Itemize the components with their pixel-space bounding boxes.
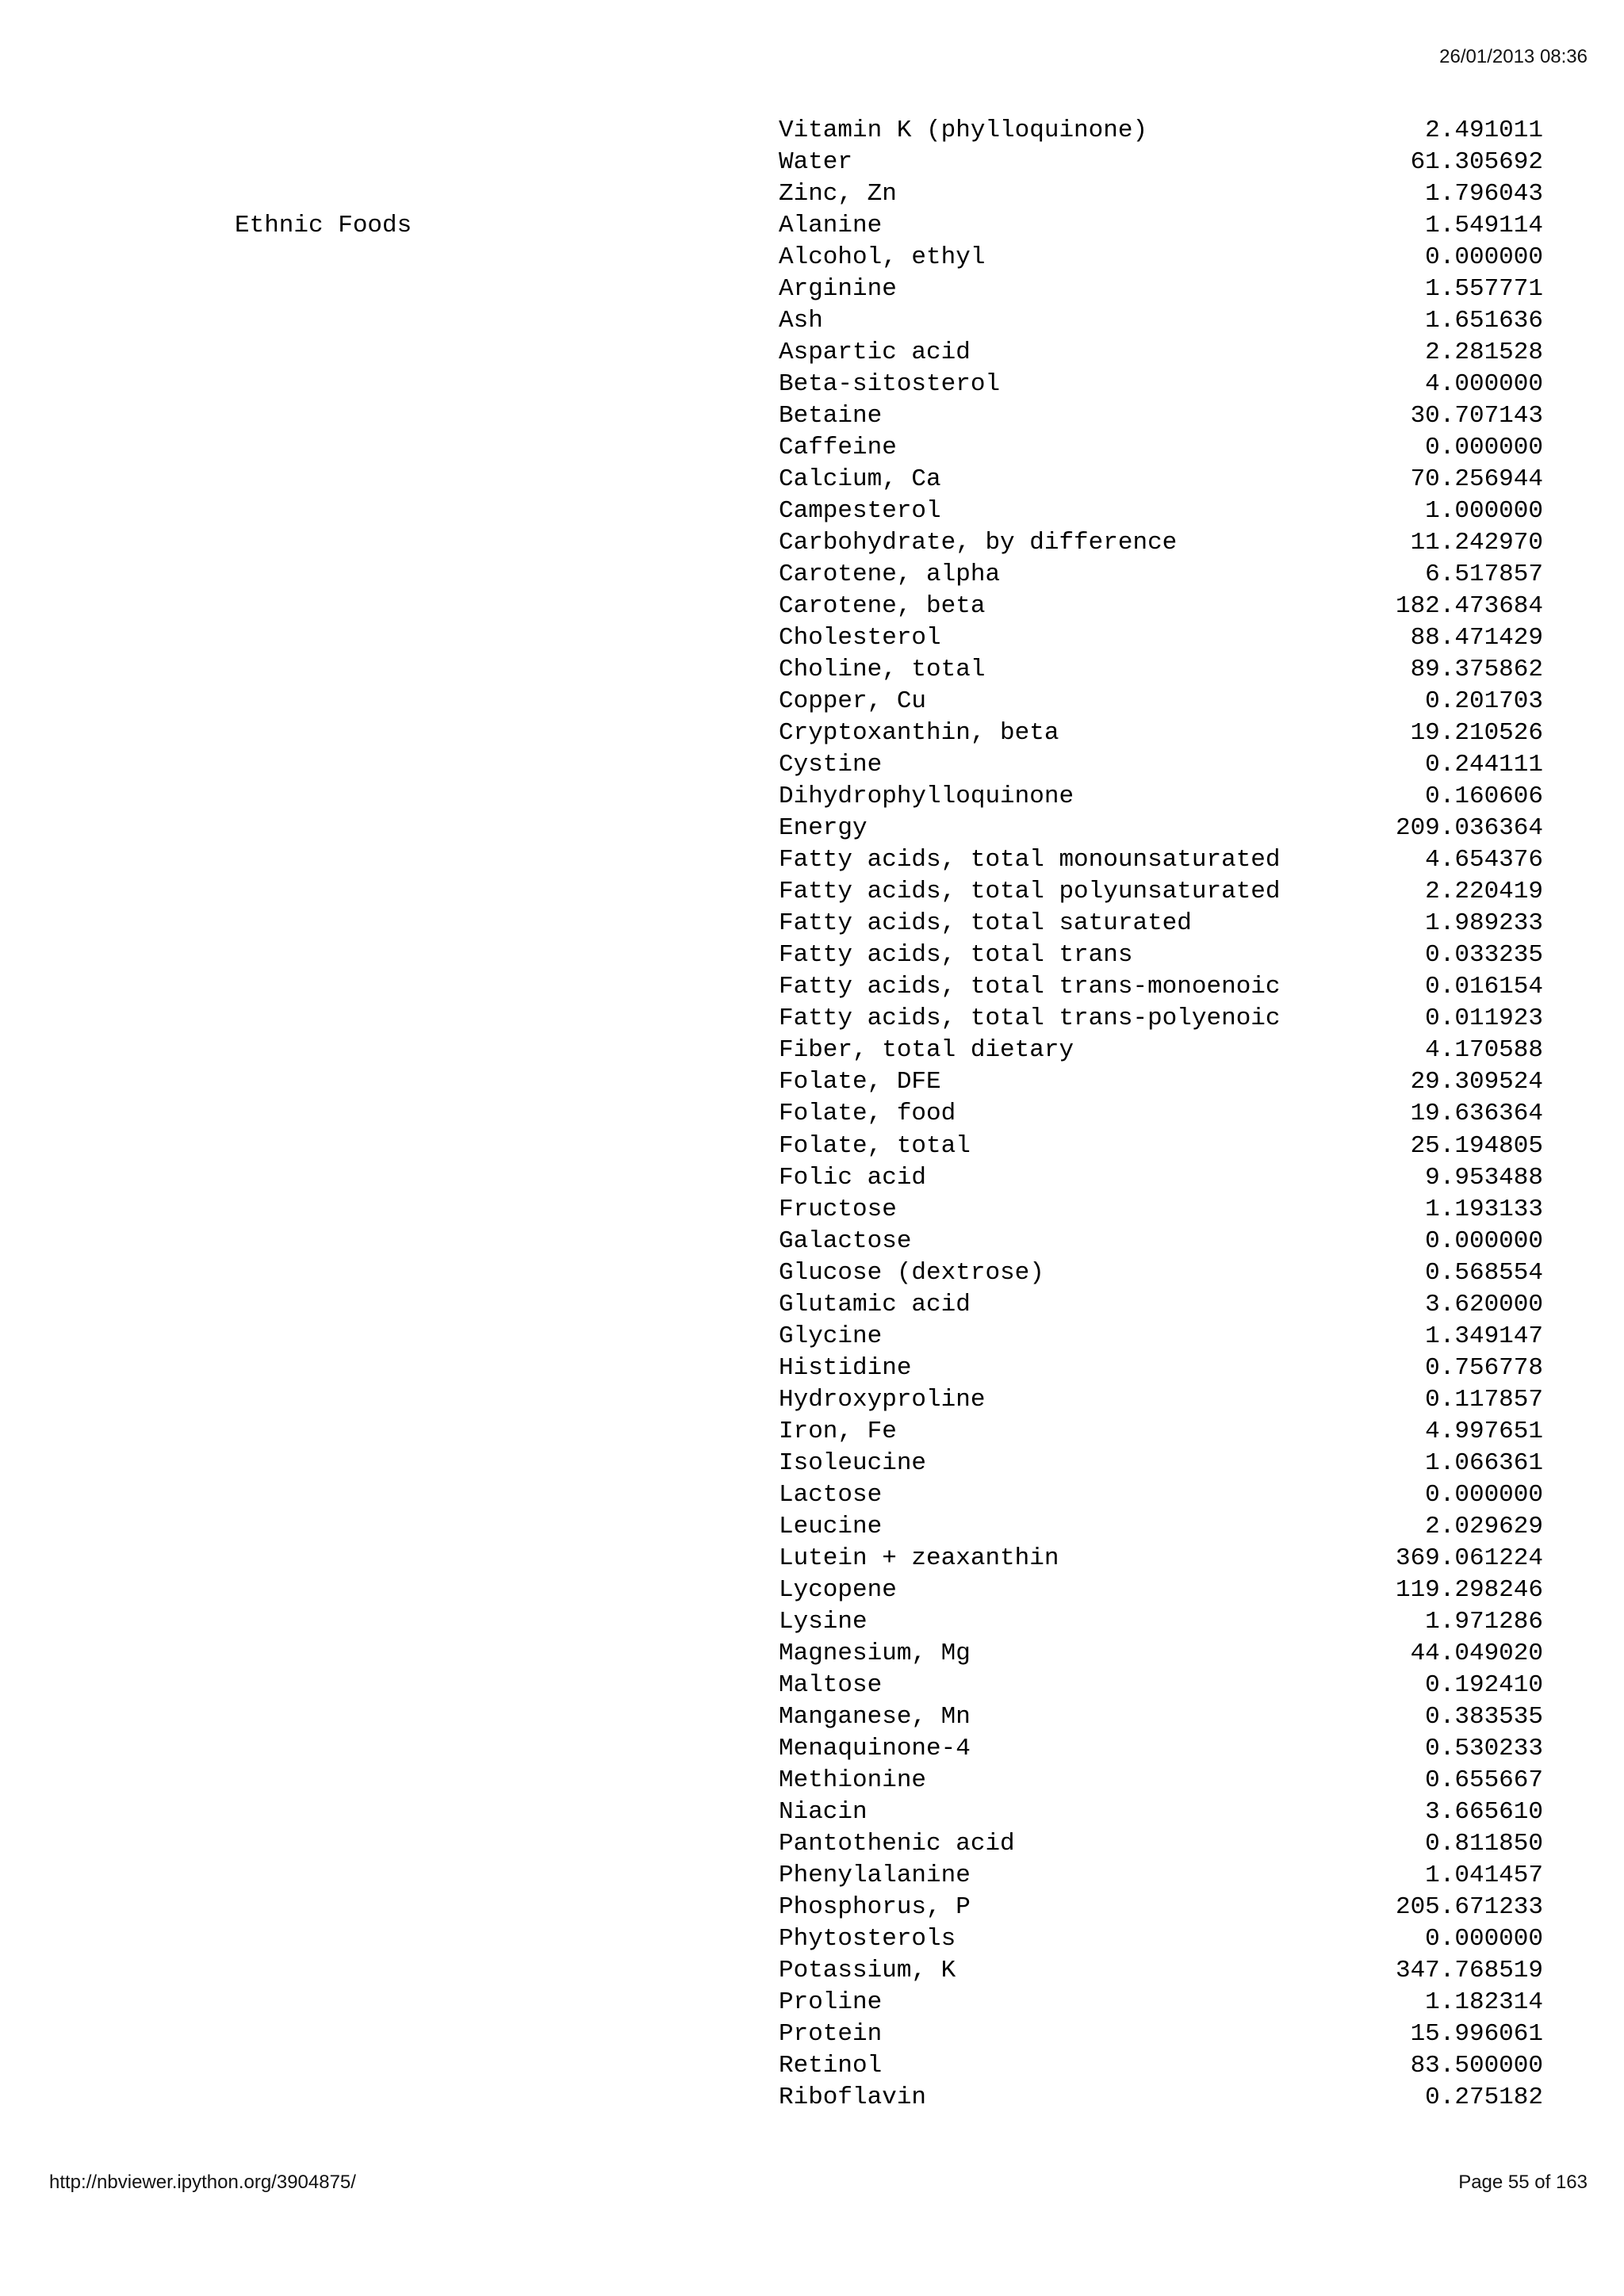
nutrient-value: 182.473684 xyxy=(1395,592,1543,621)
nutrient-name: Lactose xyxy=(779,1480,883,1509)
table-row xyxy=(0,1575,1624,1606)
nutrient-name: Lycopene xyxy=(779,1575,897,1604)
nutrient-name: Carotene, beta xyxy=(779,592,986,621)
nutrient-value: 1.971286 xyxy=(1425,1607,1543,1636)
table-row xyxy=(0,781,1624,813)
nutrient-value: 19.210526 xyxy=(1410,719,1543,748)
nutrient-name: Riboflavin xyxy=(779,2083,927,2111)
nutrient-name: Alanine xyxy=(779,212,883,240)
nutrient-value: 0.000000 xyxy=(1425,434,1543,462)
nutrient-name: Fiber, total dietary xyxy=(779,1036,1074,1065)
nutrient-value: 0.000000 xyxy=(1425,1924,1543,1953)
table-row xyxy=(0,1892,1624,1923)
nutrient-name: Glutamic acid xyxy=(779,1290,971,1318)
nutrient-value: 25.194805 xyxy=(1410,1131,1543,1160)
nutrient-name: Retinol xyxy=(779,2051,883,2080)
nutrient-name: Fatty acids, total trans-polyenoic xyxy=(779,1004,1281,1033)
table-row xyxy=(0,2082,1624,2114)
nutrient-name: Zinc, Zn xyxy=(779,180,897,209)
nutrient-name: Cystine xyxy=(779,751,883,779)
nutrient-name: Folate, food xyxy=(779,1100,956,1128)
nutrient-value: 1.182314 xyxy=(1425,1988,1543,2016)
nutrient-value: 0.530233 xyxy=(1425,1734,1543,1762)
table-row xyxy=(0,496,1624,527)
nutrient-name: Carbohydrate, by difference xyxy=(779,529,1178,557)
nutrient-value: 0.275182 xyxy=(1425,2083,1543,2111)
table-row xyxy=(0,274,1624,305)
nutrient-value: 29.309524 xyxy=(1410,1068,1543,1096)
nutrient-name: Folate, total xyxy=(779,1131,971,1160)
nutrient-value: 1.549114 xyxy=(1425,212,1543,240)
nutrient-value: 1.989233 xyxy=(1425,909,1543,938)
nutrient-value: 70.256944 xyxy=(1410,465,1543,494)
table-row xyxy=(0,1606,1624,1638)
nutrient-value: 1.651636 xyxy=(1425,307,1543,335)
nutrient-name: Phenylalanine xyxy=(779,1861,971,1889)
nutrient-name: Manganese, Mn xyxy=(779,1702,971,1731)
nutrient-value: 0.811850 xyxy=(1425,1829,1543,1858)
nutrient-value: 9.953488 xyxy=(1425,1163,1543,1192)
notebook-output-table xyxy=(0,115,1624,2114)
nutrient-value: 0.000000 xyxy=(1425,1480,1543,1509)
nutrient-name: Carotene, alpha xyxy=(779,561,1001,589)
nutrient-name: Leucine xyxy=(779,1512,883,1540)
nutrient-name: Folic acid xyxy=(779,1163,927,1192)
nutrient-name: Fatty acids, total trans xyxy=(779,941,1133,970)
table-row xyxy=(0,971,1624,1003)
nutrient-name: Ash xyxy=(779,307,823,335)
nutrient-name: Beta-sitosterol xyxy=(779,370,1001,399)
table-row xyxy=(0,876,1624,908)
nutrient-value: 0.160606 xyxy=(1425,783,1543,811)
nutrient-value: 88.471429 xyxy=(1410,624,1543,652)
nutrient-value: 1.349147 xyxy=(1425,1322,1543,1350)
table-row xyxy=(0,1066,1624,1098)
nutrient-value: 4.000000 xyxy=(1425,370,1543,399)
table-row xyxy=(0,1035,1624,1066)
nutrient-value: 119.298246 xyxy=(1395,1575,1543,1604)
table-row xyxy=(0,1416,1624,1448)
nutrient-value: 369.061224 xyxy=(1395,1544,1543,1572)
nutrient-value: 0.000000 xyxy=(1425,1226,1543,1255)
nutrient-name: Phytosterols xyxy=(779,1924,956,1953)
table-row xyxy=(0,2019,1624,2050)
table-row xyxy=(0,1353,1624,1384)
nutrient-name: Galactose xyxy=(779,1226,912,1255)
table-row xyxy=(0,622,1624,654)
nutrient-name: Proline xyxy=(779,1988,883,2016)
nutrient-value: 61.305692 xyxy=(1410,148,1543,177)
table-row xyxy=(0,369,1624,400)
table-row xyxy=(0,1923,1624,1955)
nutrient-value: 1.557771 xyxy=(1425,275,1543,304)
nutrient-name: Cholesterol xyxy=(779,624,941,652)
nutrient-name: Copper, Cu xyxy=(779,687,927,716)
table-row xyxy=(0,718,1624,749)
nutrient-name: Histidine xyxy=(779,1353,912,1382)
table-row xyxy=(0,1797,1624,1828)
nutrient-name: Lysine xyxy=(779,1607,868,1636)
table-row xyxy=(0,337,1624,369)
table-row xyxy=(0,1321,1624,1353)
nutrient-value: 0.244111 xyxy=(1425,751,1543,779)
table-row xyxy=(0,1828,1624,1860)
nutrient-name: Campesterol xyxy=(779,497,941,526)
nutrient-name: Alcohol, ethyl xyxy=(779,243,986,272)
table-row xyxy=(0,1448,1624,1479)
nutrient-name: Water xyxy=(779,148,853,177)
nutrient-name: Fatty acids, total trans-monoenoic xyxy=(779,973,1281,1001)
table-row xyxy=(0,115,1624,147)
nutrient-value: 2.220419 xyxy=(1425,878,1543,906)
nutrient-name: Dihydrophylloquinone xyxy=(779,783,1074,811)
table-row xyxy=(0,242,1624,274)
nutrient-value: 2.281528 xyxy=(1425,339,1543,367)
table-row xyxy=(0,908,1624,939)
table-row xyxy=(0,1003,1624,1035)
nutrient-name: Magnesium, Mg xyxy=(779,1639,971,1667)
table-row xyxy=(0,559,1624,591)
table-row xyxy=(0,400,1624,432)
nutrient-name: Glycine xyxy=(779,1322,883,1350)
nutrient-value: 1.193133 xyxy=(1425,1195,1543,1223)
nutrient-name: Hydroxyproline xyxy=(779,1385,986,1414)
nutrient-value: 0.568554 xyxy=(1425,1258,1543,1287)
nutrient-name: Iron, Fe xyxy=(779,1417,897,1445)
nutrient-value: 205.671233 xyxy=(1395,1892,1543,1921)
nutrient-value: 4.654376 xyxy=(1425,846,1543,874)
nutrient-name: Maltose xyxy=(779,1670,883,1699)
nutrient-value: 6.517857 xyxy=(1425,561,1543,589)
table-row xyxy=(0,2050,1624,2082)
nutrient-name: Cryptoxanthin, beta xyxy=(779,719,1059,748)
table-row xyxy=(0,1289,1624,1321)
nutrient-name: Potassium, K xyxy=(779,1956,956,1984)
table-row xyxy=(0,654,1624,686)
nutrient-value: 0.201703 xyxy=(1425,687,1543,716)
nutrient-name: Glucose (dextrose) xyxy=(779,1258,1044,1287)
table-row xyxy=(0,1194,1624,1226)
nutrient-name: Aspartic acid xyxy=(779,339,971,367)
table-row xyxy=(0,1479,1624,1511)
nutrient-value: 30.707143 xyxy=(1410,402,1543,430)
nutrient-value: 2.491011 xyxy=(1425,117,1543,144)
nutrient-value: 0.383535 xyxy=(1425,1702,1543,1731)
nutrient-name: Betaine xyxy=(779,402,883,430)
nutrient-value: 89.375862 xyxy=(1410,656,1543,684)
table-row xyxy=(0,1955,1624,1987)
nutrient-name: Fatty acids, total polyunsaturated xyxy=(779,878,1281,906)
table-row xyxy=(0,813,1624,844)
nutrient-name: Lutein + zeaxanthin xyxy=(779,1544,1059,1572)
table-row xyxy=(0,464,1624,496)
nutrient-name: Caffeine xyxy=(779,434,897,462)
table-row xyxy=(0,749,1624,781)
nutrient-value: 0.000000 xyxy=(1425,243,1543,272)
table-row xyxy=(0,1257,1624,1289)
nutrient-value: 1.066361 xyxy=(1425,1448,1543,1477)
food-group-label: Ethnic Foods xyxy=(235,212,412,240)
table-row xyxy=(0,1987,1624,2019)
nutrient-name: Isoleucine xyxy=(779,1448,927,1477)
nutrient-name: Methionine xyxy=(779,1766,927,1794)
nutrient-name: Niacin xyxy=(779,1797,868,1826)
table-row xyxy=(0,1860,1624,1892)
nutrient-value: 44.049020 xyxy=(1410,1639,1543,1667)
nutrient-value: 0.016154 xyxy=(1425,973,1543,1001)
nutrient-value: 3.620000 xyxy=(1425,1290,1543,1318)
table-row xyxy=(0,1670,1624,1701)
table-row xyxy=(0,1226,1624,1257)
nutrient-value: 1.041457 xyxy=(1425,1861,1543,1889)
table-row xyxy=(0,210,1624,242)
nutrient-value: 4.170588 xyxy=(1425,1036,1543,1065)
table-row xyxy=(0,1511,1624,1543)
nutrient-value: 3.665610 xyxy=(1425,1797,1543,1826)
nutrient-value: 2.029629 xyxy=(1425,1512,1543,1540)
nutrient-value: 11.242970 xyxy=(1410,529,1543,557)
table-row xyxy=(0,1701,1624,1733)
table-row xyxy=(0,939,1624,971)
table-row xyxy=(0,1098,1624,1130)
table-row xyxy=(0,1162,1624,1194)
table-row xyxy=(0,305,1624,337)
nutrient-name: Arginine xyxy=(779,275,897,304)
nutrient-name: Menaquinone-4 xyxy=(779,1734,971,1762)
nutrient-value: 0.011923 xyxy=(1425,1004,1543,1033)
nutrient-value: 0.756778 xyxy=(1425,1353,1543,1382)
print-timestamp: 26/01/2013 08:36 xyxy=(1439,46,1588,67)
nutrient-name: Choline, total xyxy=(779,656,986,684)
nutrient-value: 1.796043 xyxy=(1425,180,1543,209)
nutrient-name: Phosphorus, P xyxy=(779,1892,971,1921)
table-row xyxy=(0,1733,1624,1765)
source-url-link[interactable]: http://nbviewer.ipython.org/3904875/ xyxy=(49,2172,356,2193)
nutrient-value: 0.033235 xyxy=(1425,941,1543,970)
table-row xyxy=(0,1543,1624,1575)
nutrient-value: 0.655667 xyxy=(1425,1766,1543,1794)
table-row xyxy=(0,844,1624,876)
table-row xyxy=(0,432,1624,464)
table-row xyxy=(0,147,1624,178)
nutrient-name: Calcium, Ca xyxy=(779,465,941,494)
page-number: Page 55 of 163 xyxy=(1458,2172,1588,2193)
nutrient-value: 0.192410 xyxy=(1425,1670,1543,1699)
table-row xyxy=(0,1384,1624,1416)
table-row xyxy=(0,527,1624,559)
nutrient-value: 15.996061 xyxy=(1410,2019,1543,2048)
nutrient-value: 19.636364 xyxy=(1410,1100,1543,1128)
table-row xyxy=(0,1765,1624,1797)
nutrient-name: Fatty acids, total saturated xyxy=(779,909,1192,938)
nutrient-name: Folate, DFE xyxy=(779,1068,941,1096)
nutrient-value: 1.000000 xyxy=(1425,497,1543,526)
nutrient-value: 83.500000 xyxy=(1410,2051,1543,2080)
nutrient-value: 209.036364 xyxy=(1395,814,1543,843)
nutrient-value: 0.117857 xyxy=(1425,1385,1543,1414)
nutrient-name: Pantothenic acid xyxy=(779,1829,1015,1858)
table-row xyxy=(0,686,1624,718)
table-row xyxy=(0,591,1624,622)
table-row xyxy=(0,1131,1624,1162)
nutrient-value: 347.768519 xyxy=(1395,1956,1543,1984)
nutrient-name: Fatty acids, total monounsaturated xyxy=(779,846,1281,874)
nutrient-value: 4.997651 xyxy=(1425,1417,1543,1445)
nutrient-name: Fructose xyxy=(779,1195,897,1223)
table-row xyxy=(0,178,1624,210)
table-row xyxy=(0,1638,1624,1670)
nutrient-name: Energy xyxy=(779,814,868,843)
nutrient-name: Protein xyxy=(779,2019,883,2048)
nutrient-name: Vitamin K (phylloquinone) xyxy=(779,117,1148,144)
